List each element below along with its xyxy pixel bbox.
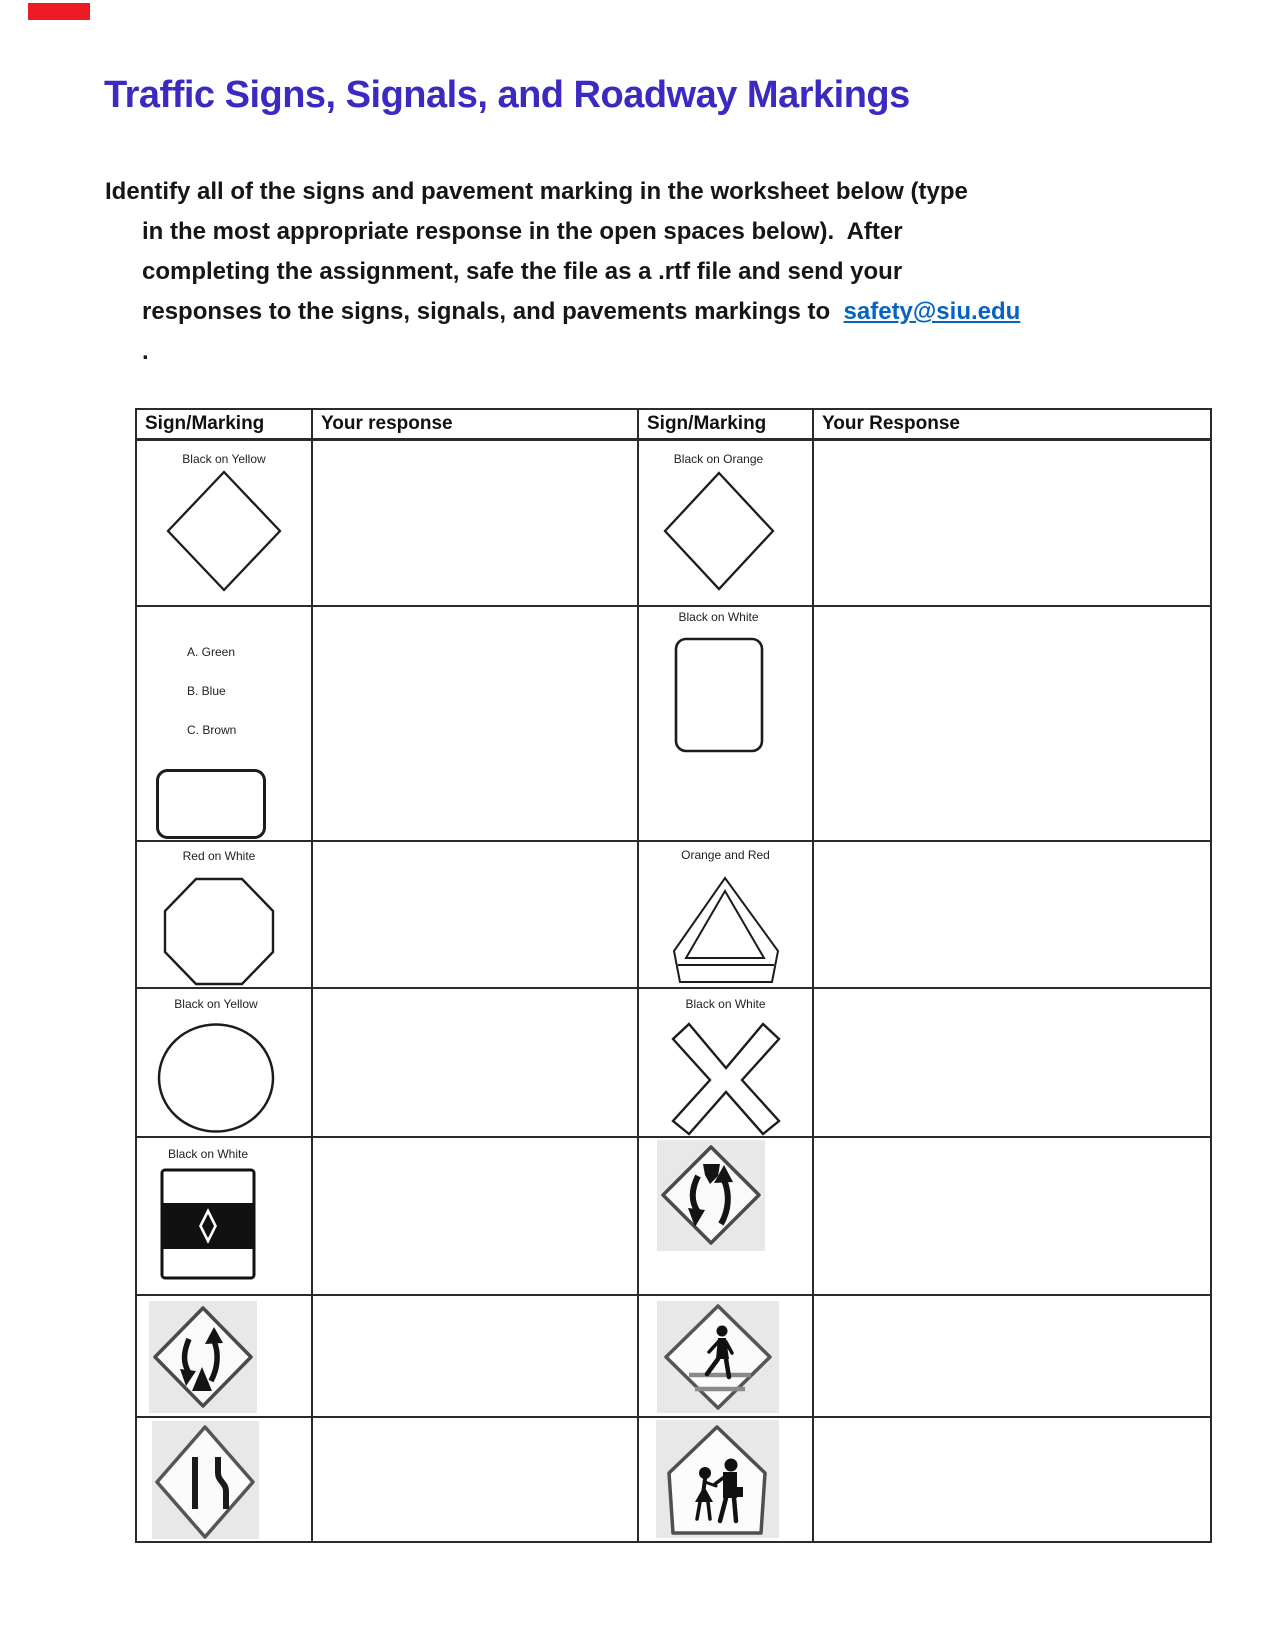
response-cell-r7-left[interactable]	[312, 1417, 638, 1542]
hov-diamond-pavement-marking-icon	[160, 1168, 256, 1280]
road-narrows-sign-photo-icon	[152, 1421, 259, 1539]
sign-cell-r4-right	[638, 988, 813, 1137]
sign-label: Black on Orange	[673, 451, 764, 466]
sign-cell-r6-right	[638, 1295, 813, 1417]
sign-label: Black on White	[167, 1147, 249, 1161]
sign-label: Black on White	[678, 610, 759, 624]
sign-cell-r7-right	[638, 1417, 813, 1542]
response-cell-r4-right[interactable]	[813, 988, 1211, 1137]
sign-label: Black on Yellow	[174, 997, 258, 1011]
sign-cell-r4-left	[136, 988, 312, 1137]
sign-label: Black on Yellow	[182, 451, 266, 466]
school-crossing-sign-photo-icon	[656, 1420, 779, 1538]
response-cell-r7-right[interactable]	[813, 1417, 1211, 1542]
column-header-your-response-1: Your response	[312, 409, 638, 439]
column-header-sign-marking-1: Sign/Marking	[136, 409, 312, 439]
column-header-your-response-2: Your Response	[813, 409, 1211, 439]
response-cell-r3-right[interactable]	[813, 841, 1211, 988]
table-row	[136, 1417, 1211, 1542]
sign-cell-r5-right	[638, 1137, 813, 1295]
table-row	[136, 439, 1211, 606]
octagon-outline-sign-icon	[163, 877, 275, 986]
worksheet-table	[135, 408, 1212, 1543]
sign-cell-r1-left	[136, 439, 312, 606]
response-cell-r1-left[interactable]	[312, 439, 638, 606]
response-cell-r5-right[interactable]	[813, 1137, 1211, 1295]
sign-label: Red on White	[182, 849, 256, 863]
table-row	[136, 606, 1211, 841]
table-row	[136, 988, 1211, 1137]
sign-cell-r3-left	[136, 841, 312, 988]
table-row	[136, 1295, 1211, 1417]
instructions-line-2: in the most appropriate response in the open spaces below). After	[142, 218, 903, 245]
instructions-line-1: Identify all of the signs and pavement marking in the worksheet below (type	[105, 178, 968, 205]
diamond-outline-sign-icon	[662, 470, 776, 592]
instructions-line-4	[105, 292, 1225, 332]
instructions	[105, 172, 1225, 372]
sign-label: A. Green B. Blue C. Brown	[187, 645, 237, 737]
sign-cell-r7-left	[136, 1417, 312, 1542]
sign-cell-r5-left	[136, 1137, 312, 1295]
response-cell-r1-right[interactable]	[813, 439, 1211, 606]
response-cell-r6-left[interactable]	[312, 1295, 638, 1417]
vertical-rounded-rectangle-sign-icon	[674, 637, 764, 753]
header-row	[136, 409, 1211, 439]
response-cell-r4-left[interactable]	[312, 988, 638, 1137]
sign-cell-r2-left	[136, 606, 312, 841]
pedestrian-crossing-sign-photo-icon	[657, 1301, 779, 1413]
diamond-outline-sign-icon	[165, 469, 283, 593]
sign-cell-r3-right	[638, 841, 813, 988]
instructions-line-5: .	[142, 338, 149, 365]
sign-cell-r6-left	[136, 1295, 312, 1417]
response-cell-r2-left[interactable]	[312, 606, 638, 841]
response-cell-r5-left[interactable]	[312, 1137, 638, 1295]
sign-cell-r1-right	[638, 439, 813, 606]
slow-moving-vehicle-emblem-icon	[666, 874, 786, 986]
sign-label: Black on White	[685, 997, 766, 1011]
sign-label: Orange and Red	[681, 848, 770, 862]
instructions-line-4-text: responses to the signs, signals, and pavements markings to	[142, 298, 844, 325]
red-mark	[28, 3, 90, 20]
circle-outline-sign-icon	[156, 1022, 276, 1135]
crossbuck-x-sign-icon	[671, 1022, 781, 1136]
table-row	[136, 841, 1211, 988]
response-cell-r3-left[interactable]	[312, 841, 638, 988]
instructions-line-3: completing the assignment, safe the file as a .rtf file and send your	[142, 258, 903, 285]
table-row	[136, 1137, 1211, 1295]
page-title: Traffic Signs, Signals, and Roadway Markings	[104, 74, 910, 116]
response-cell-r2-right[interactable]	[813, 606, 1211, 841]
email-link[interactable]: safety@siu.edu	[843, 298, 1021, 325]
horizontal-rounded-rectangle-sign-icon	[155, 768, 267, 840]
divided-highway-ends-sign-photo-icon	[149, 1301, 257, 1413]
column-header-sign-marking-2: Sign/Marking	[638, 409, 813, 439]
response-cell-r6-right[interactable]	[813, 1295, 1211, 1417]
divided-highway-sign-photo-icon	[657, 1140, 765, 1251]
sign-cell-r2-right	[638, 606, 813, 841]
